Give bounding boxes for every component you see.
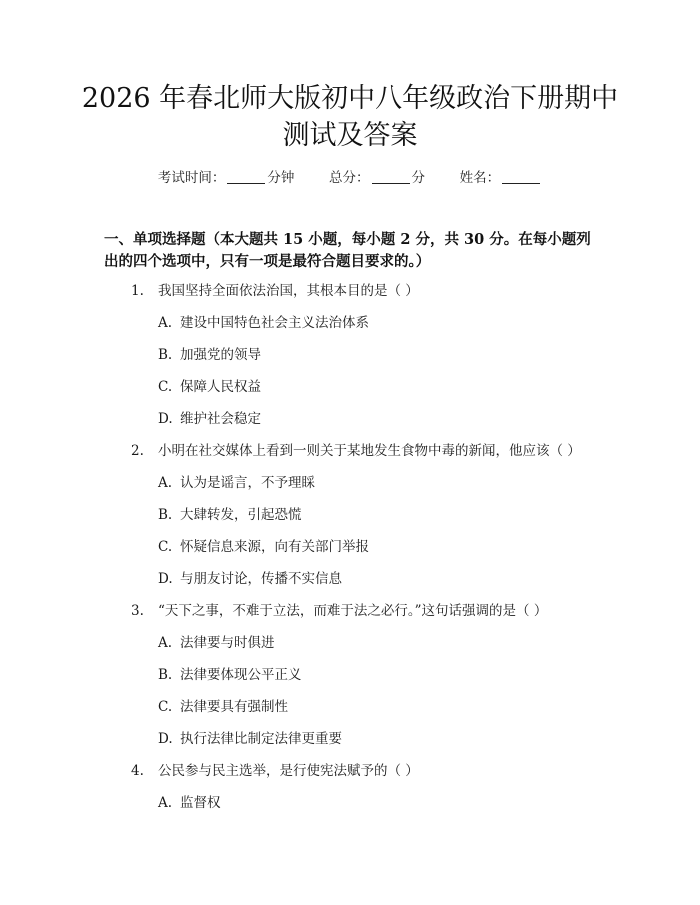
question-number: 1. <box>131 283 144 299</box>
question-2 <box>131 441 581 461</box>
option-3-d <box>158 729 342 749</box>
exam-info-line <box>0 168 700 188</box>
student-name-blank <box>502 169 540 184</box>
option-text: 认为是谣言，不予理睬 <box>180 475 315 491</box>
option-letter: A. <box>158 635 173 651</box>
question-text: 公民参与民主选举，是行使宪法赋予的（ ） <box>158 763 419 779</box>
option-letter: A. <box>158 795 173 811</box>
option-letter: C. <box>158 539 173 555</box>
question-1 <box>131 281 419 301</box>
question-3 <box>131 601 547 621</box>
option-text: 保障人民权益 <box>180 379 261 395</box>
page-title-line-1: 2026 年春北师大版初中八年级政治下册期中 <box>81 83 619 114</box>
option-text: 法律要体现公平正义 <box>180 667 302 683</box>
option-text: 与朋友讨论，传播不实信息 <box>180 571 342 587</box>
student-name-field <box>460 168 543 188</box>
option-letter: D. <box>158 411 173 427</box>
exam-time-label: 考试时间： <box>157 170 226 186</box>
option-text: 大肆转发，引起恐慌 <box>180 507 302 523</box>
section-heading: 一、单项选择题（本大题共 15 小题，每小题 2 分，共 30 分。在每小题列出的四个选项中，只有一项是最符合题目要求的。） <box>104 231 591 270</box>
page-title-line-2: 测试及答案 <box>282 120 418 151</box>
option-2-d <box>158 569 342 589</box>
option-letter: B. <box>158 507 173 523</box>
option-2-c <box>158 537 369 557</box>
option-text: 怀疑信息来源，向有关部门举报 <box>180 539 369 555</box>
question-number: 4. <box>131 763 144 779</box>
option-2-b <box>158 505 302 525</box>
option-text: 法律要具有强制性 <box>180 699 288 715</box>
option-text: 执行法律比制定法律更重要 <box>180 731 342 747</box>
option-text: 法律要与时俱进 <box>180 635 275 651</box>
question-text: 我国坚持全面依法治国，其根本目的是（ ） <box>158 283 419 299</box>
option-letter: A. <box>158 475 173 491</box>
total-score-blank <box>372 169 410 184</box>
exam-time-blank <box>227 169 265 184</box>
option-text: 加强党的领导 <box>180 347 261 363</box>
option-1-d <box>158 409 261 429</box>
option-letter: C. <box>158 699 173 715</box>
total-score-label: 总分： <box>329 170 370 186</box>
question-text: 小明在社交媒体上看到一则关于某地发生食物中毒的新闻，他应该（ ） <box>158 443 581 459</box>
option-1-b <box>158 345 261 365</box>
option-2-a <box>158 473 315 493</box>
option-1-a <box>158 313 369 333</box>
option-4-a <box>158 793 221 813</box>
exam-time-unit: 分钟 <box>267 170 295 186</box>
question-number: 3. <box>131 603 144 619</box>
question-4 <box>131 761 419 781</box>
option-letter: B. <box>158 667 173 683</box>
option-letter: D. <box>158 571 173 587</box>
total-score-unit: 分 <box>411 170 425 186</box>
question-number: 2. <box>131 443 144 459</box>
option-letter: A. <box>158 315 173 331</box>
option-3-c <box>158 697 288 717</box>
total-score-field <box>329 168 425 188</box>
option-text: 建设中国特色社会主义法治体系 <box>180 315 369 331</box>
option-1-c <box>158 377 261 397</box>
option-letter: D. <box>158 731 173 747</box>
option-3-b <box>158 665 302 685</box>
option-text: 监督权 <box>180 795 221 811</box>
exam-time-field <box>158 168 295 188</box>
option-3-a <box>158 633 275 653</box>
option-letter: B. <box>158 347 173 363</box>
option-text: 维护社会稳定 <box>180 411 261 427</box>
student-name-label: 姓名： <box>459 170 501 186</box>
question-text: “天下之事，不难于立法，而难于法之必行。”这句话强调的是（ ） <box>158 603 548 619</box>
option-letter: C. <box>158 379 173 395</box>
